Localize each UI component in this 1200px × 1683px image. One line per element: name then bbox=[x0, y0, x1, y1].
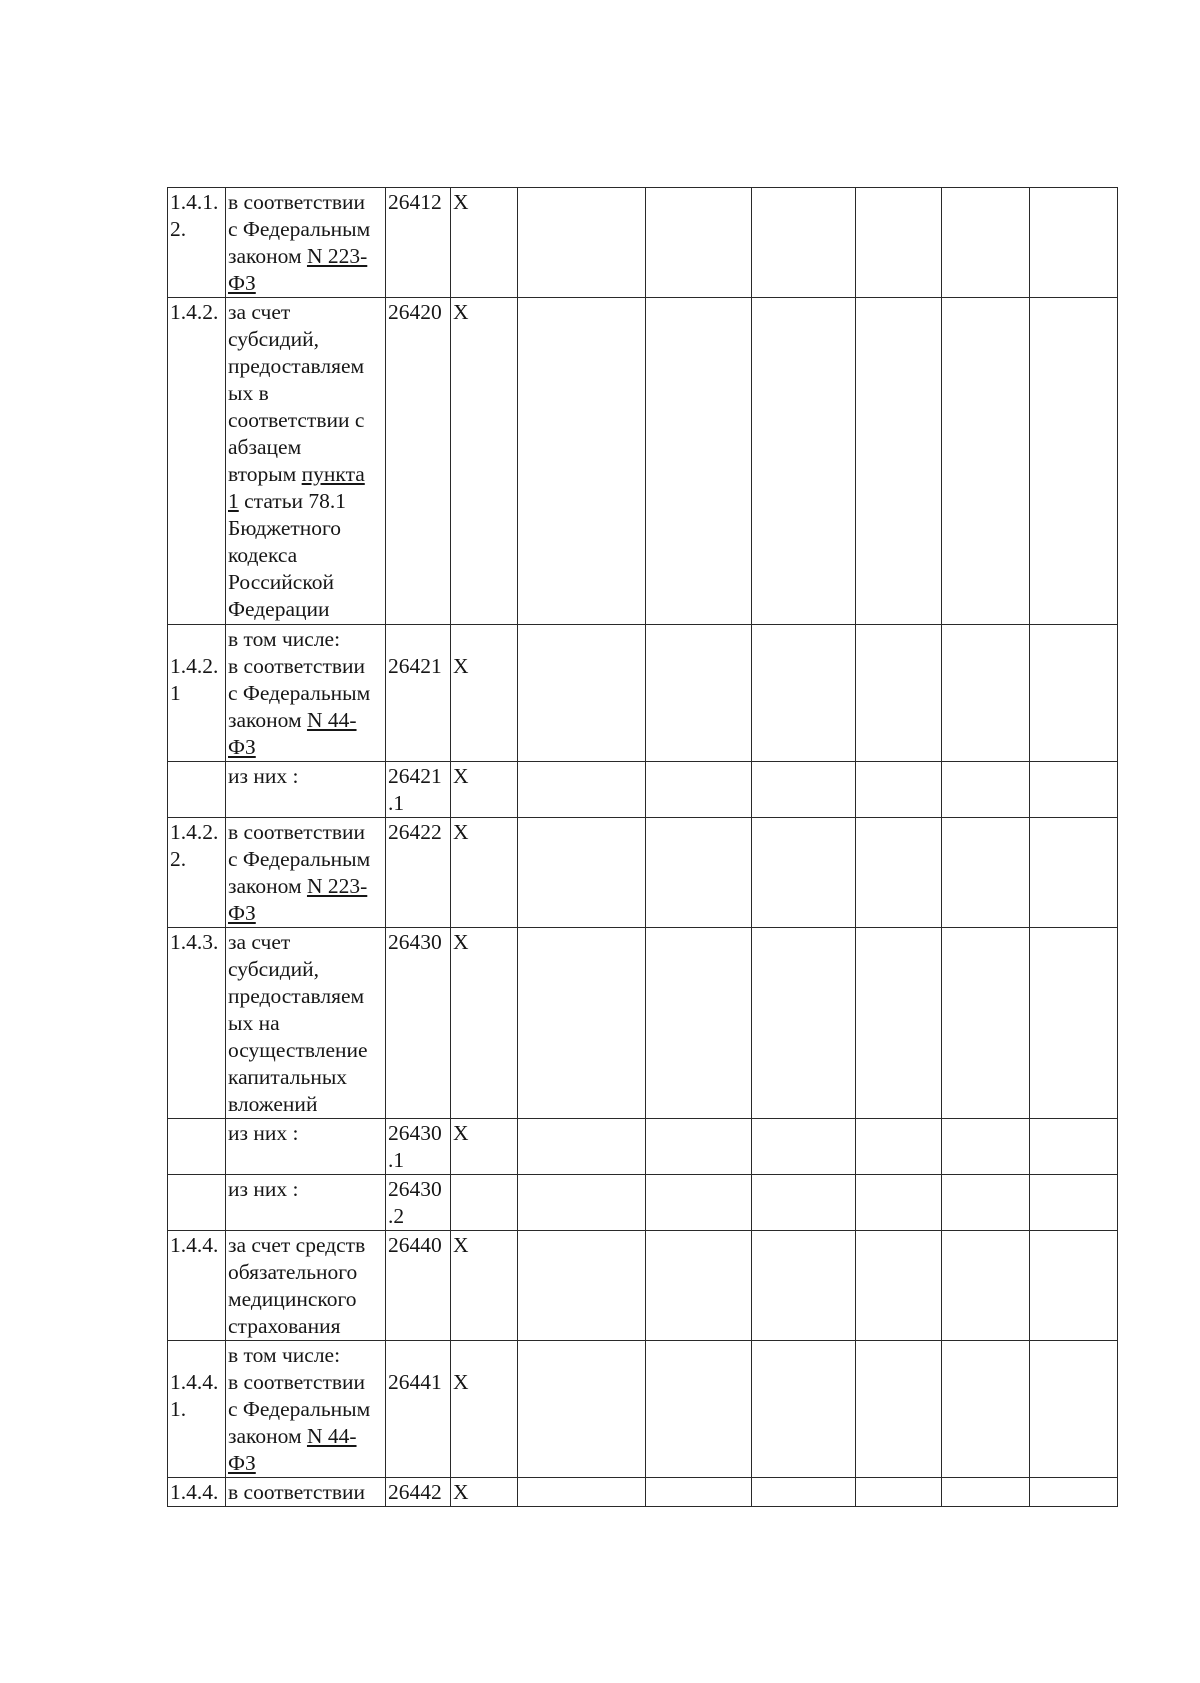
legal-reference-link[interactable]: ФЗ bbox=[228, 271, 256, 295]
value-cell bbox=[856, 762, 942, 818]
indicator-name-cell bbox=[226, 762, 386, 818]
value-cell bbox=[646, 298, 752, 625]
line-code-cell bbox=[386, 625, 451, 762]
table-row bbox=[168, 1119, 1118, 1175]
indicator-text: ых в bbox=[228, 381, 269, 405]
value-cell bbox=[942, 298, 1030, 625]
value-cell bbox=[518, 1231, 646, 1341]
value-cell bbox=[752, 1175, 856, 1231]
x-mark-cell bbox=[451, 762, 518, 818]
row-number-cell bbox=[168, 298, 226, 625]
value-cell bbox=[942, 818, 1030, 928]
indicator-text: за счет bbox=[228, 300, 291, 324]
value-cell bbox=[752, 1478, 856, 1507]
line-code-text: 26421 bbox=[388, 654, 442, 678]
value-cell bbox=[752, 1231, 856, 1341]
indicator-text: в соответствии bbox=[228, 1370, 366, 1394]
line-code-text: 26421 bbox=[388, 764, 442, 788]
value-cell bbox=[646, 928, 752, 1119]
row-number-text bbox=[170, 626, 223, 653]
legal-reference-link[interactable]: ФЗ bbox=[228, 901, 256, 925]
line-code-cell bbox=[386, 762, 451, 818]
value-cell bbox=[942, 928, 1030, 1119]
row-number-text: 1.4.2. bbox=[170, 300, 219, 324]
value-cell bbox=[646, 762, 752, 818]
indicator-name-cell bbox=[226, 1341, 386, 1478]
value-cell bbox=[752, 762, 856, 818]
indicator-text: из них : bbox=[228, 1177, 299, 1201]
row-number-text bbox=[170, 1342, 223, 1369]
value-cell bbox=[942, 1341, 1030, 1478]
value-cell bbox=[856, 1175, 942, 1231]
line-code-text: 26422 bbox=[388, 820, 442, 844]
line-code-text: 26420 bbox=[388, 300, 442, 324]
indicator-text: с Федеральным bbox=[228, 847, 371, 871]
x-mark: X bbox=[453, 300, 469, 324]
row-number-text: 1 bbox=[170, 681, 181, 705]
row-number-text bbox=[170, 763, 223, 790]
line-code-text: .1 bbox=[388, 1148, 405, 1172]
value-cell bbox=[856, 188, 942, 298]
x-mark-cell bbox=[451, 1341, 518, 1478]
value-cell bbox=[856, 298, 942, 625]
value-cell bbox=[856, 1231, 942, 1341]
line-code-cell bbox=[386, 1231, 451, 1341]
indicator-text: из них : bbox=[228, 1121, 299, 1145]
row-number-text: 1.4.1. bbox=[170, 190, 219, 214]
table-row bbox=[168, 625, 1118, 762]
indicator-text: с Федеральным bbox=[228, 681, 371, 705]
row-number-cell bbox=[168, 1119, 226, 1175]
line-code-text: 26430 bbox=[388, 1121, 442, 1145]
row-number-text: 1.4.4. bbox=[170, 1233, 219, 1257]
line-code-text: 26442 bbox=[388, 1480, 442, 1504]
row-number-text: 2. bbox=[170, 217, 187, 241]
indicator-text: с Федеральным bbox=[228, 1397, 371, 1421]
value-cell bbox=[942, 1119, 1030, 1175]
legal-reference-link[interactable]: 1 bbox=[228, 489, 239, 513]
indicator-text: в соответствии bbox=[228, 820, 366, 844]
indicator-text: субсидий, bbox=[228, 327, 320, 351]
table-row bbox=[168, 928, 1118, 1119]
line-code-cell bbox=[386, 1341, 451, 1478]
row-number-cell bbox=[168, 625, 226, 762]
line-code-cell bbox=[386, 1478, 451, 1507]
indicator-text: в том числе: bbox=[228, 627, 341, 651]
indicator-text: законом bbox=[228, 1424, 307, 1448]
value-cell bbox=[646, 1175, 752, 1231]
line-code-text: 26441 bbox=[388, 1370, 442, 1394]
value-cell bbox=[518, 298, 646, 625]
line-code-text: .1 bbox=[388, 791, 405, 815]
legal-reference-link[interactable]: N 223- bbox=[306, 874, 368, 898]
x-mark: X bbox=[453, 1233, 469, 1257]
indicator-text: за счет bbox=[228, 930, 291, 954]
x-mark-cell bbox=[451, 1478, 518, 1507]
row-number-text: 2. bbox=[170, 847, 187, 871]
indicator-name-cell bbox=[226, 1175, 386, 1231]
line-code-cell bbox=[386, 188, 451, 298]
indicator-text: в соответствии bbox=[228, 654, 366, 678]
indicator-text: капитальных bbox=[228, 1065, 348, 1089]
x-mark: X bbox=[453, 1121, 469, 1145]
value-cell bbox=[856, 818, 942, 928]
indicator-text: в том числе: bbox=[228, 1343, 341, 1367]
value-cell bbox=[1030, 762, 1118, 818]
row-number-text: 1.4.2. bbox=[170, 820, 219, 844]
value-cell bbox=[518, 818, 646, 928]
line-code-cell bbox=[386, 818, 451, 928]
legal-reference-link[interactable]: N 223- bbox=[306, 244, 368, 268]
x-mark: X bbox=[453, 820, 469, 844]
line-code-text bbox=[388, 626, 448, 653]
indicator-text: за счет средств bbox=[228, 1233, 366, 1257]
value-cell bbox=[646, 818, 752, 928]
value-cell bbox=[518, 1341, 646, 1478]
value-cell bbox=[856, 1341, 942, 1478]
x-mark: X bbox=[453, 654, 469, 678]
indicator-text: предоставляем bbox=[228, 354, 365, 378]
table-row bbox=[168, 1175, 1118, 1231]
value-cell bbox=[646, 1231, 752, 1341]
x-mark: X bbox=[453, 1480, 469, 1504]
value-cell bbox=[646, 188, 752, 298]
value-cell bbox=[1030, 1341, 1118, 1478]
value-cell bbox=[646, 1478, 752, 1507]
value-cell bbox=[752, 188, 856, 298]
value-cell bbox=[752, 1119, 856, 1175]
line-code-text: .2 bbox=[388, 1204, 405, 1228]
x-mark: X bbox=[453, 930, 469, 954]
line-code-cell bbox=[386, 298, 451, 625]
value-cell bbox=[856, 928, 942, 1119]
line-code-text bbox=[388, 1342, 448, 1369]
row-number-text: 1.4.3. bbox=[170, 930, 219, 954]
line-code-cell bbox=[386, 1119, 451, 1175]
x-mark-cell bbox=[451, 188, 518, 298]
value-cell bbox=[1030, 188, 1118, 298]
report-table bbox=[167, 187, 1118, 1507]
indicator-text: законом bbox=[228, 708, 307, 732]
value-cell bbox=[752, 818, 856, 928]
indicator-name-cell bbox=[226, 1231, 386, 1341]
indicator-name-cell bbox=[226, 1478, 386, 1507]
legal-reference-link[interactable]: ФЗ bbox=[228, 735, 256, 759]
indicator-name-cell bbox=[226, 1119, 386, 1175]
table-row bbox=[168, 762, 1118, 818]
indicator-text: Бюджетного bbox=[228, 516, 342, 540]
indicator-text: Российской bbox=[228, 570, 334, 594]
indicator-text: субсидий, bbox=[228, 957, 320, 981]
legal-reference-link[interactable]: ФЗ bbox=[228, 1451, 256, 1475]
value-cell bbox=[518, 1175, 646, 1231]
x-mark: X bbox=[453, 1370, 469, 1394]
value-cell bbox=[646, 1341, 752, 1478]
value-cell bbox=[518, 188, 646, 298]
line-code-cell bbox=[386, 928, 451, 1119]
row-number-cell bbox=[168, 928, 226, 1119]
value-cell bbox=[1030, 928, 1118, 1119]
table-body bbox=[168, 188, 1118, 1507]
value-cell bbox=[1030, 1119, 1118, 1175]
row-number-cell bbox=[168, 818, 226, 928]
value-cell bbox=[752, 1341, 856, 1478]
value-cell bbox=[942, 1478, 1030, 1507]
value-cell bbox=[518, 928, 646, 1119]
indicator-text: в соответствии bbox=[228, 1480, 366, 1504]
indicator-name-cell bbox=[226, 298, 386, 625]
indicator-text: осуществление bbox=[228, 1038, 368, 1062]
row-number-cell bbox=[168, 1231, 226, 1341]
table-row bbox=[168, 1341, 1118, 1478]
value-cell bbox=[518, 625, 646, 762]
table-row bbox=[168, 298, 1118, 625]
value-cell bbox=[646, 1119, 752, 1175]
table-row bbox=[168, 188, 1118, 298]
indicator-text: вложений bbox=[228, 1092, 318, 1116]
row-number-cell bbox=[168, 1175, 226, 1231]
line-code-text: 26430 bbox=[388, 930, 442, 954]
indicator-text: ых на bbox=[228, 1011, 280, 1035]
value-cell bbox=[1030, 298, 1118, 625]
indicator-text: с Федеральным bbox=[228, 217, 371, 241]
value-cell bbox=[1030, 818, 1118, 928]
row-number-text bbox=[170, 1176, 223, 1203]
value-cell bbox=[752, 625, 856, 762]
value-cell bbox=[518, 1478, 646, 1507]
indicator-text: абзацем bbox=[228, 435, 302, 459]
value-cell bbox=[752, 928, 856, 1119]
value-cell bbox=[752, 298, 856, 625]
value-cell bbox=[942, 188, 1030, 298]
row-number-text: 1.4.2. bbox=[170, 654, 219, 678]
legal-reference-link[interactable]: пункта bbox=[301, 462, 365, 486]
indicator-text: обязательного bbox=[228, 1260, 358, 1284]
indicator-text: из них : bbox=[228, 764, 299, 788]
x-mark-cell bbox=[451, 1175, 518, 1231]
x-mark-cell bbox=[451, 625, 518, 762]
line-code-text: 26412 bbox=[388, 190, 442, 214]
indicator-text: предоставляем bbox=[228, 984, 365, 1008]
value-cell bbox=[1030, 1231, 1118, 1341]
line-code-text: 26430 bbox=[388, 1177, 442, 1201]
indicator-text: вторым bbox=[228, 462, 302, 486]
row-number-text: 1.4.4. bbox=[170, 1370, 219, 1394]
legal-reference-link[interactable]: N 44- bbox=[306, 708, 357, 732]
indicator-text: кодекса bbox=[228, 543, 298, 567]
row-number-cell bbox=[168, 1478, 226, 1507]
table-row bbox=[168, 1478, 1118, 1507]
indicator-text: в соответствии bbox=[228, 190, 366, 214]
x-mark-cell bbox=[451, 818, 518, 928]
value-cell bbox=[942, 1231, 1030, 1341]
indicator-name-cell bbox=[226, 625, 386, 762]
x-mark-cell bbox=[451, 1119, 518, 1175]
value-cell bbox=[856, 625, 942, 762]
table-row bbox=[168, 1231, 1118, 1341]
indicator-name-cell bbox=[226, 818, 386, 928]
x-mark-cell bbox=[451, 928, 518, 1119]
x-mark: X bbox=[453, 764, 469, 788]
line-code-text: 26440 bbox=[388, 1233, 442, 1257]
row-number-text: 1.4.4. bbox=[170, 1480, 219, 1504]
x-mark: X bbox=[453, 190, 469, 214]
indicator-text: законом bbox=[228, 874, 307, 898]
value-cell bbox=[1030, 1478, 1118, 1507]
value-cell bbox=[942, 1175, 1030, 1231]
line-code-cell bbox=[386, 1175, 451, 1231]
value-cell bbox=[942, 625, 1030, 762]
indicator-text: медицинского bbox=[228, 1287, 357, 1311]
x-mark-cell bbox=[451, 298, 518, 625]
row-number-cell bbox=[168, 1341, 226, 1478]
table-row bbox=[168, 818, 1118, 928]
value-cell bbox=[856, 1119, 942, 1175]
row-number-cell bbox=[168, 188, 226, 298]
value-cell bbox=[942, 762, 1030, 818]
value-cell bbox=[518, 762, 646, 818]
value-cell bbox=[646, 625, 752, 762]
value-cell bbox=[518, 1119, 646, 1175]
x-mark-cell bbox=[451, 1231, 518, 1341]
indicator-name-cell bbox=[226, 928, 386, 1119]
indicator-text: страхования bbox=[228, 1314, 341, 1338]
row-number-text bbox=[170, 1120, 223, 1147]
indicator-text: законом bbox=[228, 244, 307, 268]
indicator-text: статьи 78.1 bbox=[238, 489, 347, 513]
indicator-text: соответствии с bbox=[228, 408, 365, 432]
indicator-name-cell bbox=[226, 188, 386, 298]
indicator-text: Федерации bbox=[228, 597, 330, 621]
legal-reference-link[interactable]: N 44- bbox=[306, 1424, 357, 1448]
value-cell bbox=[856, 1478, 942, 1507]
value-cell bbox=[1030, 625, 1118, 762]
value-cell bbox=[1030, 1175, 1118, 1231]
row-number-cell bbox=[168, 762, 226, 818]
row-number-text: 1. bbox=[170, 1397, 187, 1421]
